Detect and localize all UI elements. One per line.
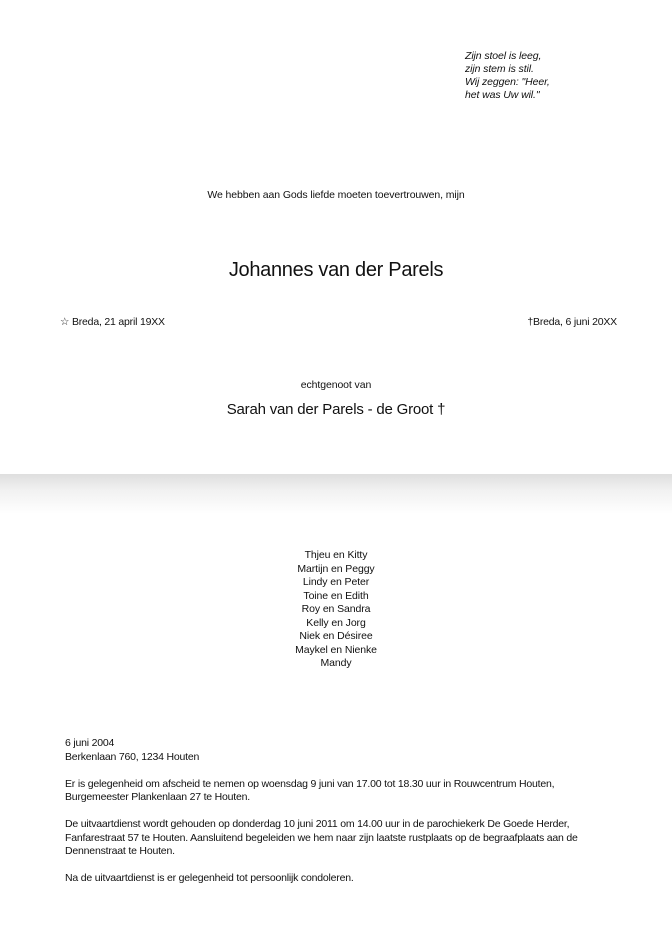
spouse	[0, 401, 672, 418]
poem	[465, 50, 645, 102]
birth-text: Breda, 21 april 19XX	[71, 316, 165, 328]
spouse-label: echtgenoot van	[300, 379, 372, 391]
death-text: Breda, 6 juni 20XX	[533, 316, 617, 328]
farewell-line: Burgemeester Plankenlaan 27 te Houten.	[65, 791, 251, 803]
farewell-paragraph	[65, 778, 625, 805]
deceased-name: Johannes van der Parels	[228, 259, 444, 281]
address-block	[65, 737, 625, 764]
card-fold-shadow	[0, 474, 672, 514]
poem-line: Wij zeggen: "Heer,	[465, 76, 550, 88]
home-address: Berkenlaan 760, 1234 Houten	[65, 750, 200, 763]
poem-line: Zijn stoel is leeg,	[465, 50, 542, 62]
intro-text: We hebben aan Gods liefde moeten toevertrouwen, mijn	[207, 189, 465, 201]
family-list	[0, 549, 672, 671]
notice-date: 6 juni 2004	[65, 737, 115, 749]
family-member: Niek en Désiree	[299, 630, 373, 642]
poem-line: het was Uw wil."	[465, 89, 540, 101]
poem-line: zijn stem is stil.	[465, 63, 534, 75]
service-line: Dennenstraat te Houten.	[65, 845, 175, 857]
service-line: De uitvaartdienst wordt gehouden op donderdag 10 juni 2011 om 14.00 uur in de parochiekerk De Goede Herder,	[65, 818, 570, 830]
family-member: Thjeu en Kitty	[304, 549, 368, 561]
cross-icon: †	[437, 401, 446, 418]
family-member: Martijn en Peggy	[297, 562, 375, 575]
condolence-paragraph	[65, 872, 625, 886]
family-member: Mandy	[320, 657, 352, 669]
family-member: Kelly en Jorg	[306, 616, 366, 629]
cross-icon: †	[527, 316, 534, 328]
service-line: Fanfarestraat 57 te Houten. Aansluitend begeleiden we hem naar zijn laatste rustplaats op de begraafplaats aan de	[65, 831, 578, 844]
family-member: Maykel en Nienke	[295, 643, 377, 656]
farewell-line: Er is gelegenheid om afscheid te nemen op woensdag 9 juni van 17.00 tot 18.30 uur in Rouwcentrum Houten,	[65, 777, 555, 790]
service-paragraph	[65, 818, 625, 859]
condolence-line: Na de uitvaartdienst is er gelegenheid tot persoonlijk condoleren.	[65, 872, 354, 884]
spouse-name: Sarah van der Parels - de Groot	[226, 401, 434, 418]
family-member: Toine en Edith	[303, 589, 369, 602]
family-member: Lindy en Peter	[302, 576, 370, 588]
card-front-panel	[0, 0, 672, 474]
family-member: Roy en Sandra	[301, 603, 371, 615]
funeral-info	[65, 737, 625, 899]
birth-info	[60, 316, 165, 328]
star-icon: ☆	[60, 316, 70, 328]
death-info	[527, 316, 617, 328]
